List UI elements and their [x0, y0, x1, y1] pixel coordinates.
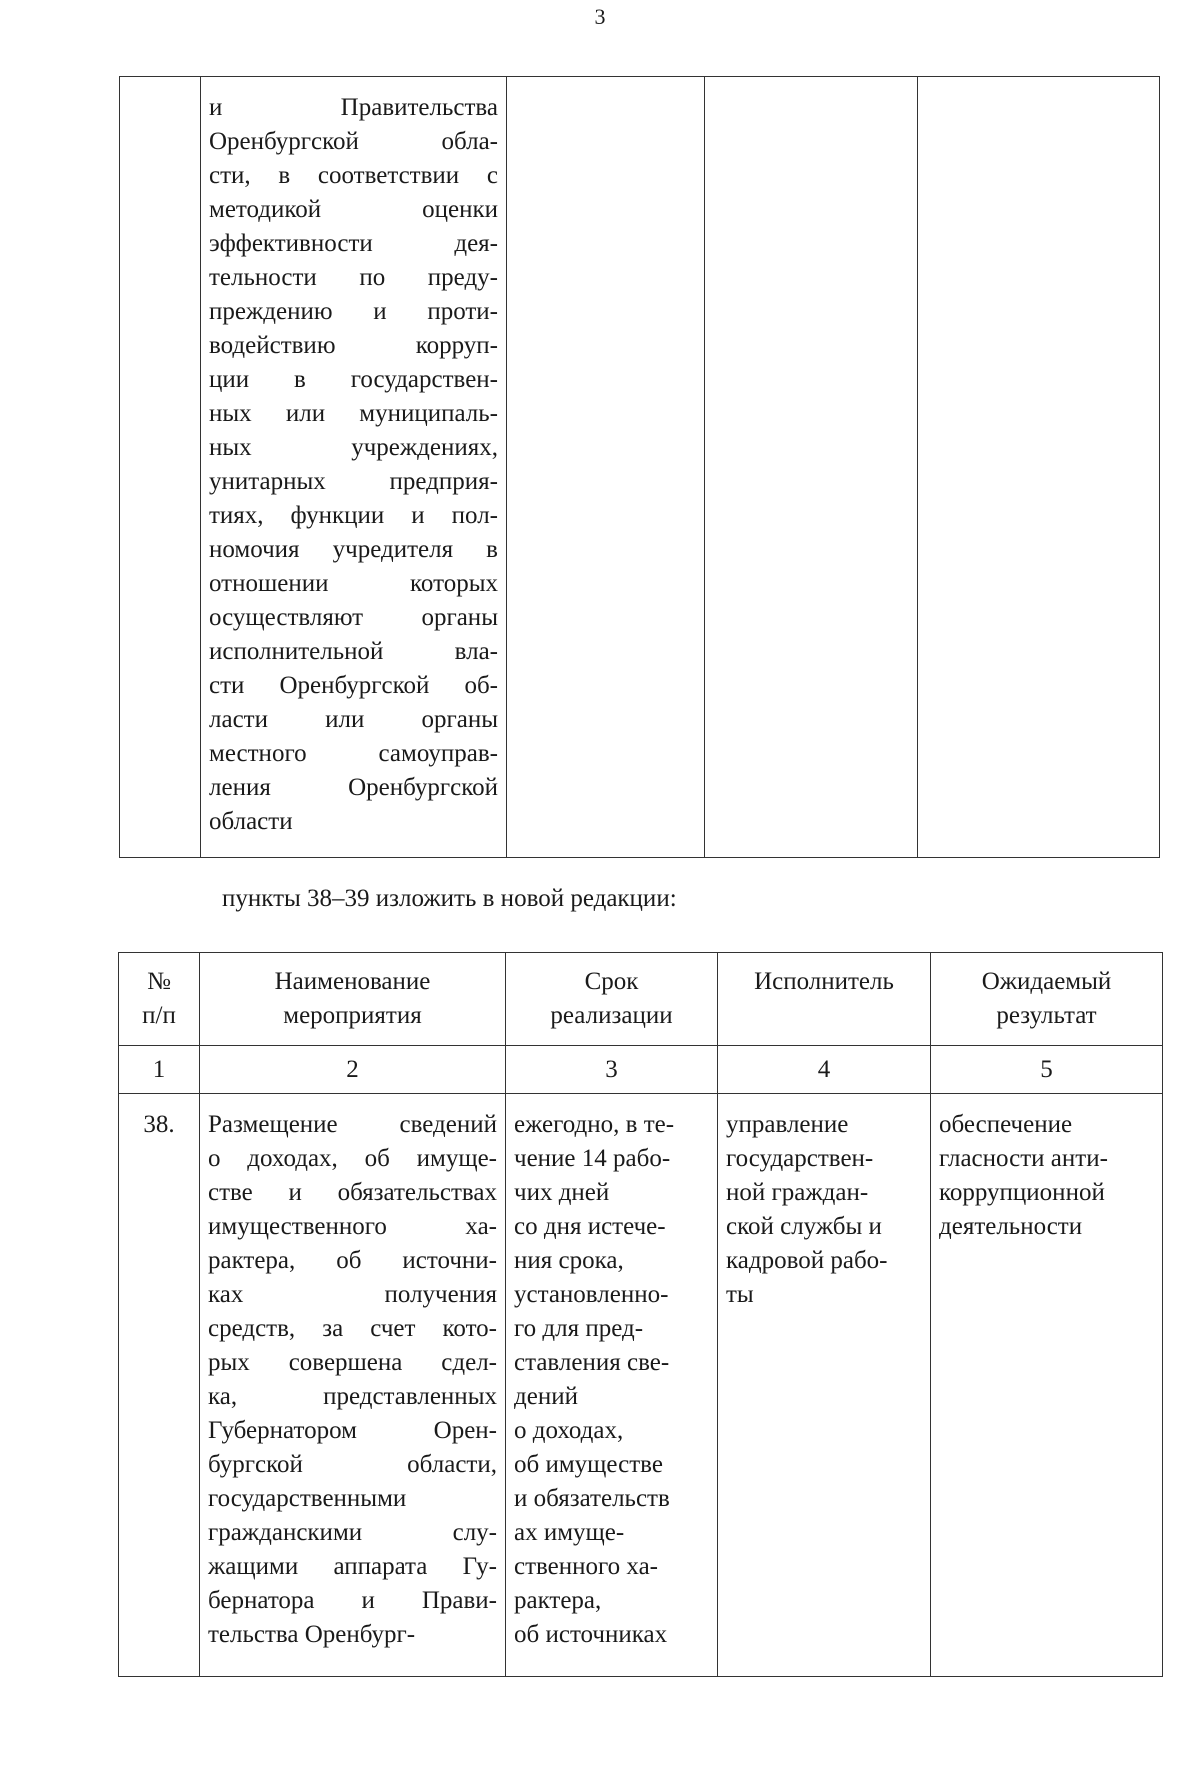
column-number: 4	[718, 1046, 931, 1094]
cell-line: Губернатором Орен-	[208, 1417, 497, 1444]
cell-line: о доходах,	[514, 1417, 624, 1444]
table-row	[119, 1094, 1163, 1677]
term-cell	[507, 77, 705, 858]
cell-line: обеспечение	[939, 1111, 1073, 1138]
cell-line: ственного ха-	[514, 1553, 659, 1580]
cell-line: ставления све-	[514, 1349, 670, 1376]
cell-line: гласности анти-	[939, 1145, 1108, 1172]
cell-line: эффективности дея-	[209, 230, 498, 257]
intro-text: пункты 38–39 изложить в новой редакции:	[222, 885, 677, 912]
cell-line: чих дней	[514, 1179, 610, 1206]
cell-line: имущественного ха-	[208, 1213, 497, 1240]
cell-line: сти, в соответствии с	[209, 162, 498, 189]
cell-line: коррупционной	[939, 1179, 1105, 1206]
cell-line: ежегодно, в те-	[514, 1111, 675, 1138]
cell-line: преждению и проти-	[209, 298, 498, 325]
cell-line: ных учреждениях,	[209, 434, 498, 461]
cell-line: о доходах, об имуще-	[208, 1145, 497, 1172]
cell-line: жащими аппарата Гу-	[208, 1553, 497, 1580]
header-name: Наименование мероприятия	[200, 953, 506, 1046]
cell-line: бернатора и Прави-	[208, 1587, 497, 1614]
number-cell	[120, 77, 201, 858]
cell-line: ния срока,	[514, 1247, 624, 1274]
cell-line: области	[209, 808, 293, 835]
executor-lines	[726, 1108, 922, 1312]
cell-line: бургской области,	[208, 1451, 497, 1478]
cell-line: исполнительной вла-	[209, 638, 498, 665]
cell-line: управление	[726, 1111, 849, 1138]
column-number-row	[119, 1046, 1163, 1094]
term-cell	[506, 1094, 718, 1677]
name-cell	[200, 1094, 506, 1677]
cell-line: со дня истече-	[514, 1213, 666, 1240]
cell-line: го для пред-	[514, 1315, 644, 1342]
cell-line: ах имуще-	[514, 1519, 625, 1546]
header-executor: Исполнитель	[718, 953, 931, 1046]
cell-line: отношении которых	[209, 570, 498, 597]
cell-line: номочия учредителя в	[209, 536, 498, 563]
cell-line: местного самоуправ-	[209, 740, 498, 767]
term-lines	[514, 1108, 709, 1652]
executor-cell	[718, 1094, 931, 1677]
column-number: 2	[200, 1046, 506, 1094]
result-cell	[931, 1094, 1163, 1677]
cell-line: ках получения	[208, 1281, 497, 1308]
header-number: № п/п	[119, 953, 200, 1046]
cell-line: методикой оценки	[209, 196, 498, 223]
cell-line: об источниках	[514, 1621, 668, 1648]
cell-line: тиях, функции и пол-	[209, 502, 498, 529]
column-number: 1	[119, 1046, 200, 1094]
cell-line: ции в государствен-	[209, 366, 498, 393]
cell-line: средств, за счет кото-	[208, 1315, 497, 1342]
cell-line: ласти или органы	[209, 706, 498, 733]
cell-line: ной граждан-	[726, 1179, 869, 1206]
cell-line: и обязательств	[514, 1485, 670, 1512]
row-number: 38.	[119, 1094, 200, 1677]
cell-line: дений	[514, 1383, 578, 1410]
cell-line: чение 14 рабо-	[514, 1145, 671, 1172]
cell-line: кадровой рабо-	[726, 1247, 888, 1274]
result-cell	[918, 77, 1160, 858]
header-result: Ожидаемый результат	[931, 953, 1163, 1046]
name-lines	[208, 1108, 497, 1652]
cell-line: унитарных предприя-	[209, 468, 498, 495]
cell-line: деятельности	[939, 1213, 1083, 1240]
cell-line: об имуществе	[514, 1451, 663, 1478]
cell-line: ления Оренбургской	[209, 774, 498, 801]
cell-line: рактера,	[514, 1587, 602, 1614]
cell-line: государственными	[208, 1485, 407, 1512]
cell-line: и Правительства	[209, 94, 498, 121]
cell-line: осуществляют органы	[209, 604, 498, 631]
cell-line: ской службы и	[726, 1213, 882, 1240]
executor-cell	[705, 77, 918, 858]
cell-line: ты	[726, 1281, 754, 1308]
cell-line: ных или муниципаль-	[209, 400, 498, 427]
measures-table	[118, 952, 1163, 1677]
header-term: Срок реализации	[506, 953, 718, 1046]
cell-line: Оренбургской обла-	[209, 128, 498, 155]
name-lines	[209, 91, 498, 839]
cell-line: установленно-	[514, 1281, 669, 1308]
cell-line: гражданскими слу-	[208, 1519, 497, 1546]
cell-line: водействию корруп-	[209, 332, 498, 359]
cell-line: тельства Оренбург-	[208, 1621, 416, 1648]
cell-line: рактера, об источни-	[208, 1247, 497, 1274]
table-row	[120, 77, 1160, 858]
name-cell	[201, 77, 507, 858]
page-number: 3	[594, 4, 606, 29]
header-row	[119, 953, 1163, 1046]
cell-line: стве и обязательствах	[208, 1179, 497, 1206]
column-number: 3	[506, 1046, 718, 1094]
cell-line: государствен-	[726, 1145, 874, 1172]
continuation-table	[119, 76, 1160, 858]
result-lines	[939, 1108, 1154, 1244]
cell-line: тельности по преду-	[209, 264, 498, 291]
column-number: 5	[931, 1046, 1163, 1094]
cell-line: рых совершена сдел-	[208, 1349, 497, 1376]
cell-line: сти Оренбургской об-	[209, 672, 498, 699]
cell-line: Размещение сведений	[208, 1111, 497, 1138]
cell-line: ка, представленных	[208, 1383, 497, 1410]
